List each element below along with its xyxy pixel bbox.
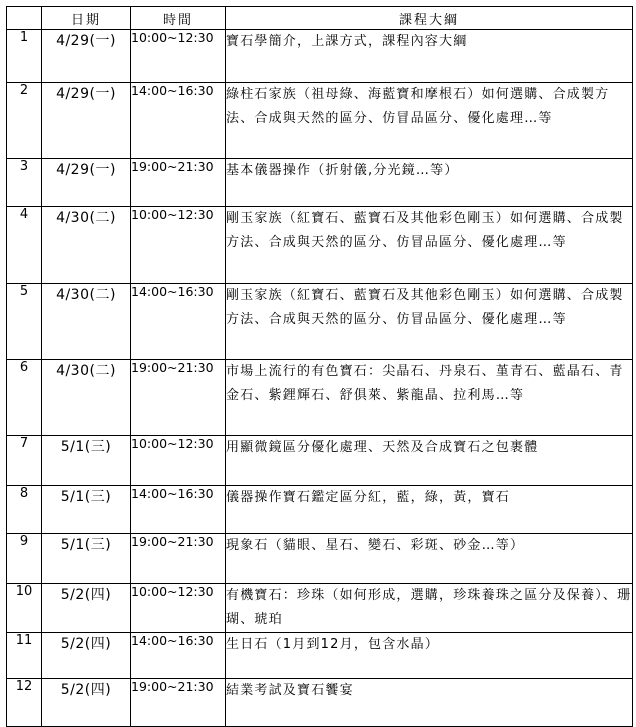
header-time: 時間 — [131, 7, 226, 30]
row-date: 4/30(二) — [42, 360, 131, 436]
row-number: 5 — [7, 284, 42, 360]
row-time: 14:00~16:30 — [131, 284, 226, 360]
row-number: 7 — [7, 436, 42, 486]
row-outline: 現象石（貓眼、星石、變石、彩斑、砂金…等） — [226, 534, 633, 584]
table-row — [7, 584, 633, 633]
table-row — [7, 83, 633, 159]
row-date: 4/29(一) — [42, 159, 131, 207]
row-number: 11 — [7, 633, 42, 679]
row-date: 4/30(二) — [42, 207, 131, 284]
table-row — [7, 436, 633, 486]
table-row — [7, 30, 633, 83]
row-time: 10:00~12:30 — [131, 584, 226, 633]
row-time: 19:00~21:30 — [131, 679, 226, 727]
header-outline: 課程大綱 — [226, 7, 633, 30]
row-date: 5/1(三) — [42, 486, 131, 534]
table-row — [7, 633, 633, 679]
row-date: 4/29(一) — [42, 30, 131, 83]
row-time: 10:00~12:30 — [131, 207, 226, 284]
row-outline: 市場上流行的有色寶石：尖晶石、丹泉石、堇青石、藍晶石、青金石、紫鋰輝石、舒俱萊、紫龍晶、拉利馬…等 — [226, 360, 633, 436]
row-number: 12 — [7, 679, 42, 727]
row-outline: 基本儀器操作（折射儀,分光鏡…等） — [226, 159, 633, 207]
row-outline: 剛玉家族（紅寶石、藍寶石及其他彩色剛玉）如何選購、合成製方法、合成與天然的區分、仿冒品區分、優化處理…等 — [226, 207, 633, 284]
table-row — [7, 486, 633, 534]
row-time: 19:00~21:30 — [131, 159, 226, 207]
row-date: 5/2(四) — [42, 679, 131, 727]
table-row — [7, 679, 633, 727]
table-row — [7, 207, 633, 284]
row-outline: 綠柱石家族（祖母綠、海藍寶和摩根石）如何選購、合成製方法、合成與天然的區分、仿冒品區分、優化處理…等 — [226, 83, 633, 159]
row-outline: 有機寶石：珍珠（如何形成，選購，珍珠養珠之區分及保養）、珊瑚、琥珀 — [226, 584, 633, 633]
row-outline: 生日石（1月到12月，包含水晶） — [226, 633, 633, 679]
row-outline: 用顯微鏡區分優化處理、天然及合成寶石之包裹體 — [226, 436, 633, 486]
row-number: 8 — [7, 486, 42, 534]
row-outline: 剛玉家族（紅寶石、藍寶石及其他彩色剛玉）如何選購、合成製方法、合成與天然的區分、仿冒品區分、優化處理…等 — [226, 284, 633, 360]
row-date: 5/1(三) — [42, 436, 131, 486]
row-time: 14:00~16:30 — [131, 486, 226, 534]
row-number: 2 — [7, 83, 42, 159]
course-schedule-table — [6, 6, 633, 727]
row-number: 1 — [7, 30, 42, 83]
row-date: 5/1(三) — [42, 534, 131, 584]
row-number: 4 — [7, 207, 42, 284]
row-time: 19:00~21:30 — [131, 360, 226, 436]
row-date: 5/2(四) — [42, 584, 131, 633]
row-number: 10 — [7, 584, 42, 633]
row-number: 3 — [7, 159, 42, 207]
header-date: 日期 — [42, 7, 131, 30]
header-row — [7, 7, 633, 30]
row-time: 10:00~12:30 — [131, 436, 226, 486]
table-row — [7, 360, 633, 436]
row-time: 19:00~21:30 — [131, 534, 226, 584]
row-date: 4/30(二) — [42, 284, 131, 360]
row-outline: 結業考試及寶石饗宴 — [226, 679, 633, 727]
table-row — [7, 159, 633, 207]
row-date: 5/2(四) — [42, 633, 131, 679]
table-row — [7, 284, 633, 360]
table-row — [7, 534, 633, 584]
row-time: 14:00~16:30 — [131, 633, 226, 679]
row-date: 4/29(一) — [42, 83, 131, 159]
header-number — [7, 7, 42, 30]
row-time: 14:00~16:30 — [131, 83, 226, 159]
row-number: 9 — [7, 534, 42, 584]
row-outline: 寶石學簡介，上課方式，課程內容大綱 — [226, 30, 633, 83]
row-number: 6 — [7, 360, 42, 436]
row-outline: 儀器操作寶石鑑定區分紅，藍，綠，黃，寶石 — [226, 486, 633, 534]
row-time: 10:00~12:30 — [131, 30, 226, 83]
